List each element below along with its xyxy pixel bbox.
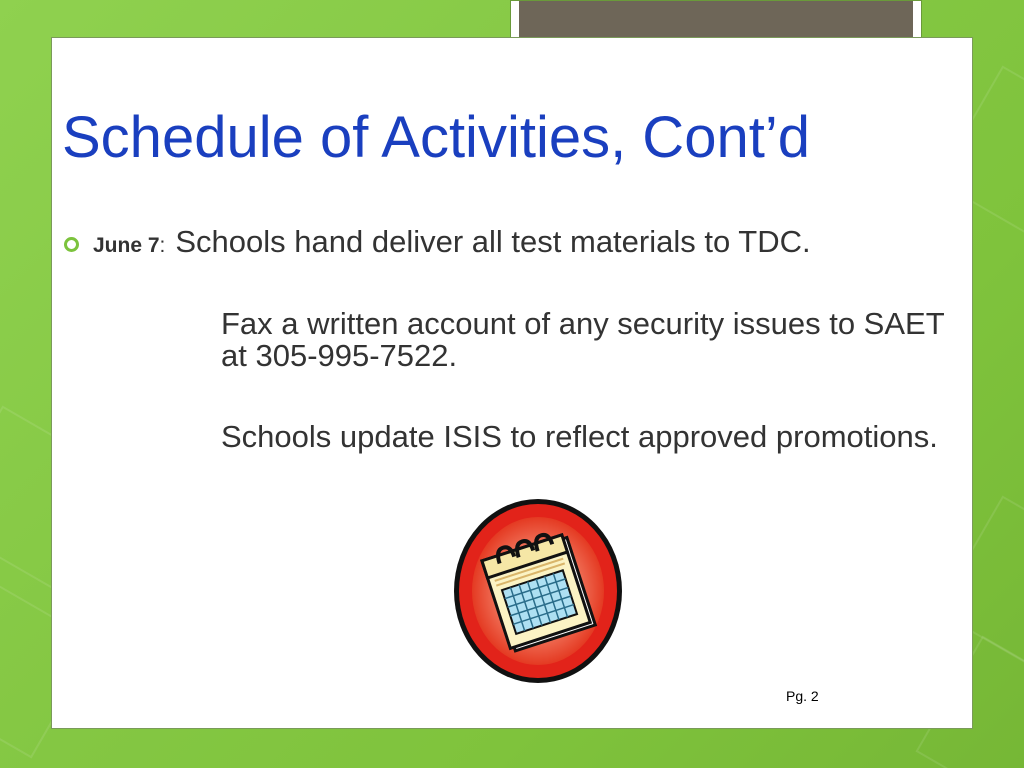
bullet-text: Schools hand deliver all test materials to TDC. [175, 224, 811, 259]
paragraph-fax: Fax a written account of any security issues to SAET at 305-995-7522. [221, 306, 945, 373]
bullet-item [64, 224, 974, 266]
bullet-date: June 7 [93, 234, 160, 257]
circle-bullet-icon [64, 237, 79, 252]
calendar-icon [452, 497, 624, 685]
slide-title: Schedule of Activities, Cont’d [62, 105, 810, 170]
page-number: Pg. 2 [786, 688, 819, 704]
bullet-colon: : [159, 234, 166, 257]
paragraph-isis: Schools update ISIS to reflect approved promotions. [221, 419, 938, 454]
